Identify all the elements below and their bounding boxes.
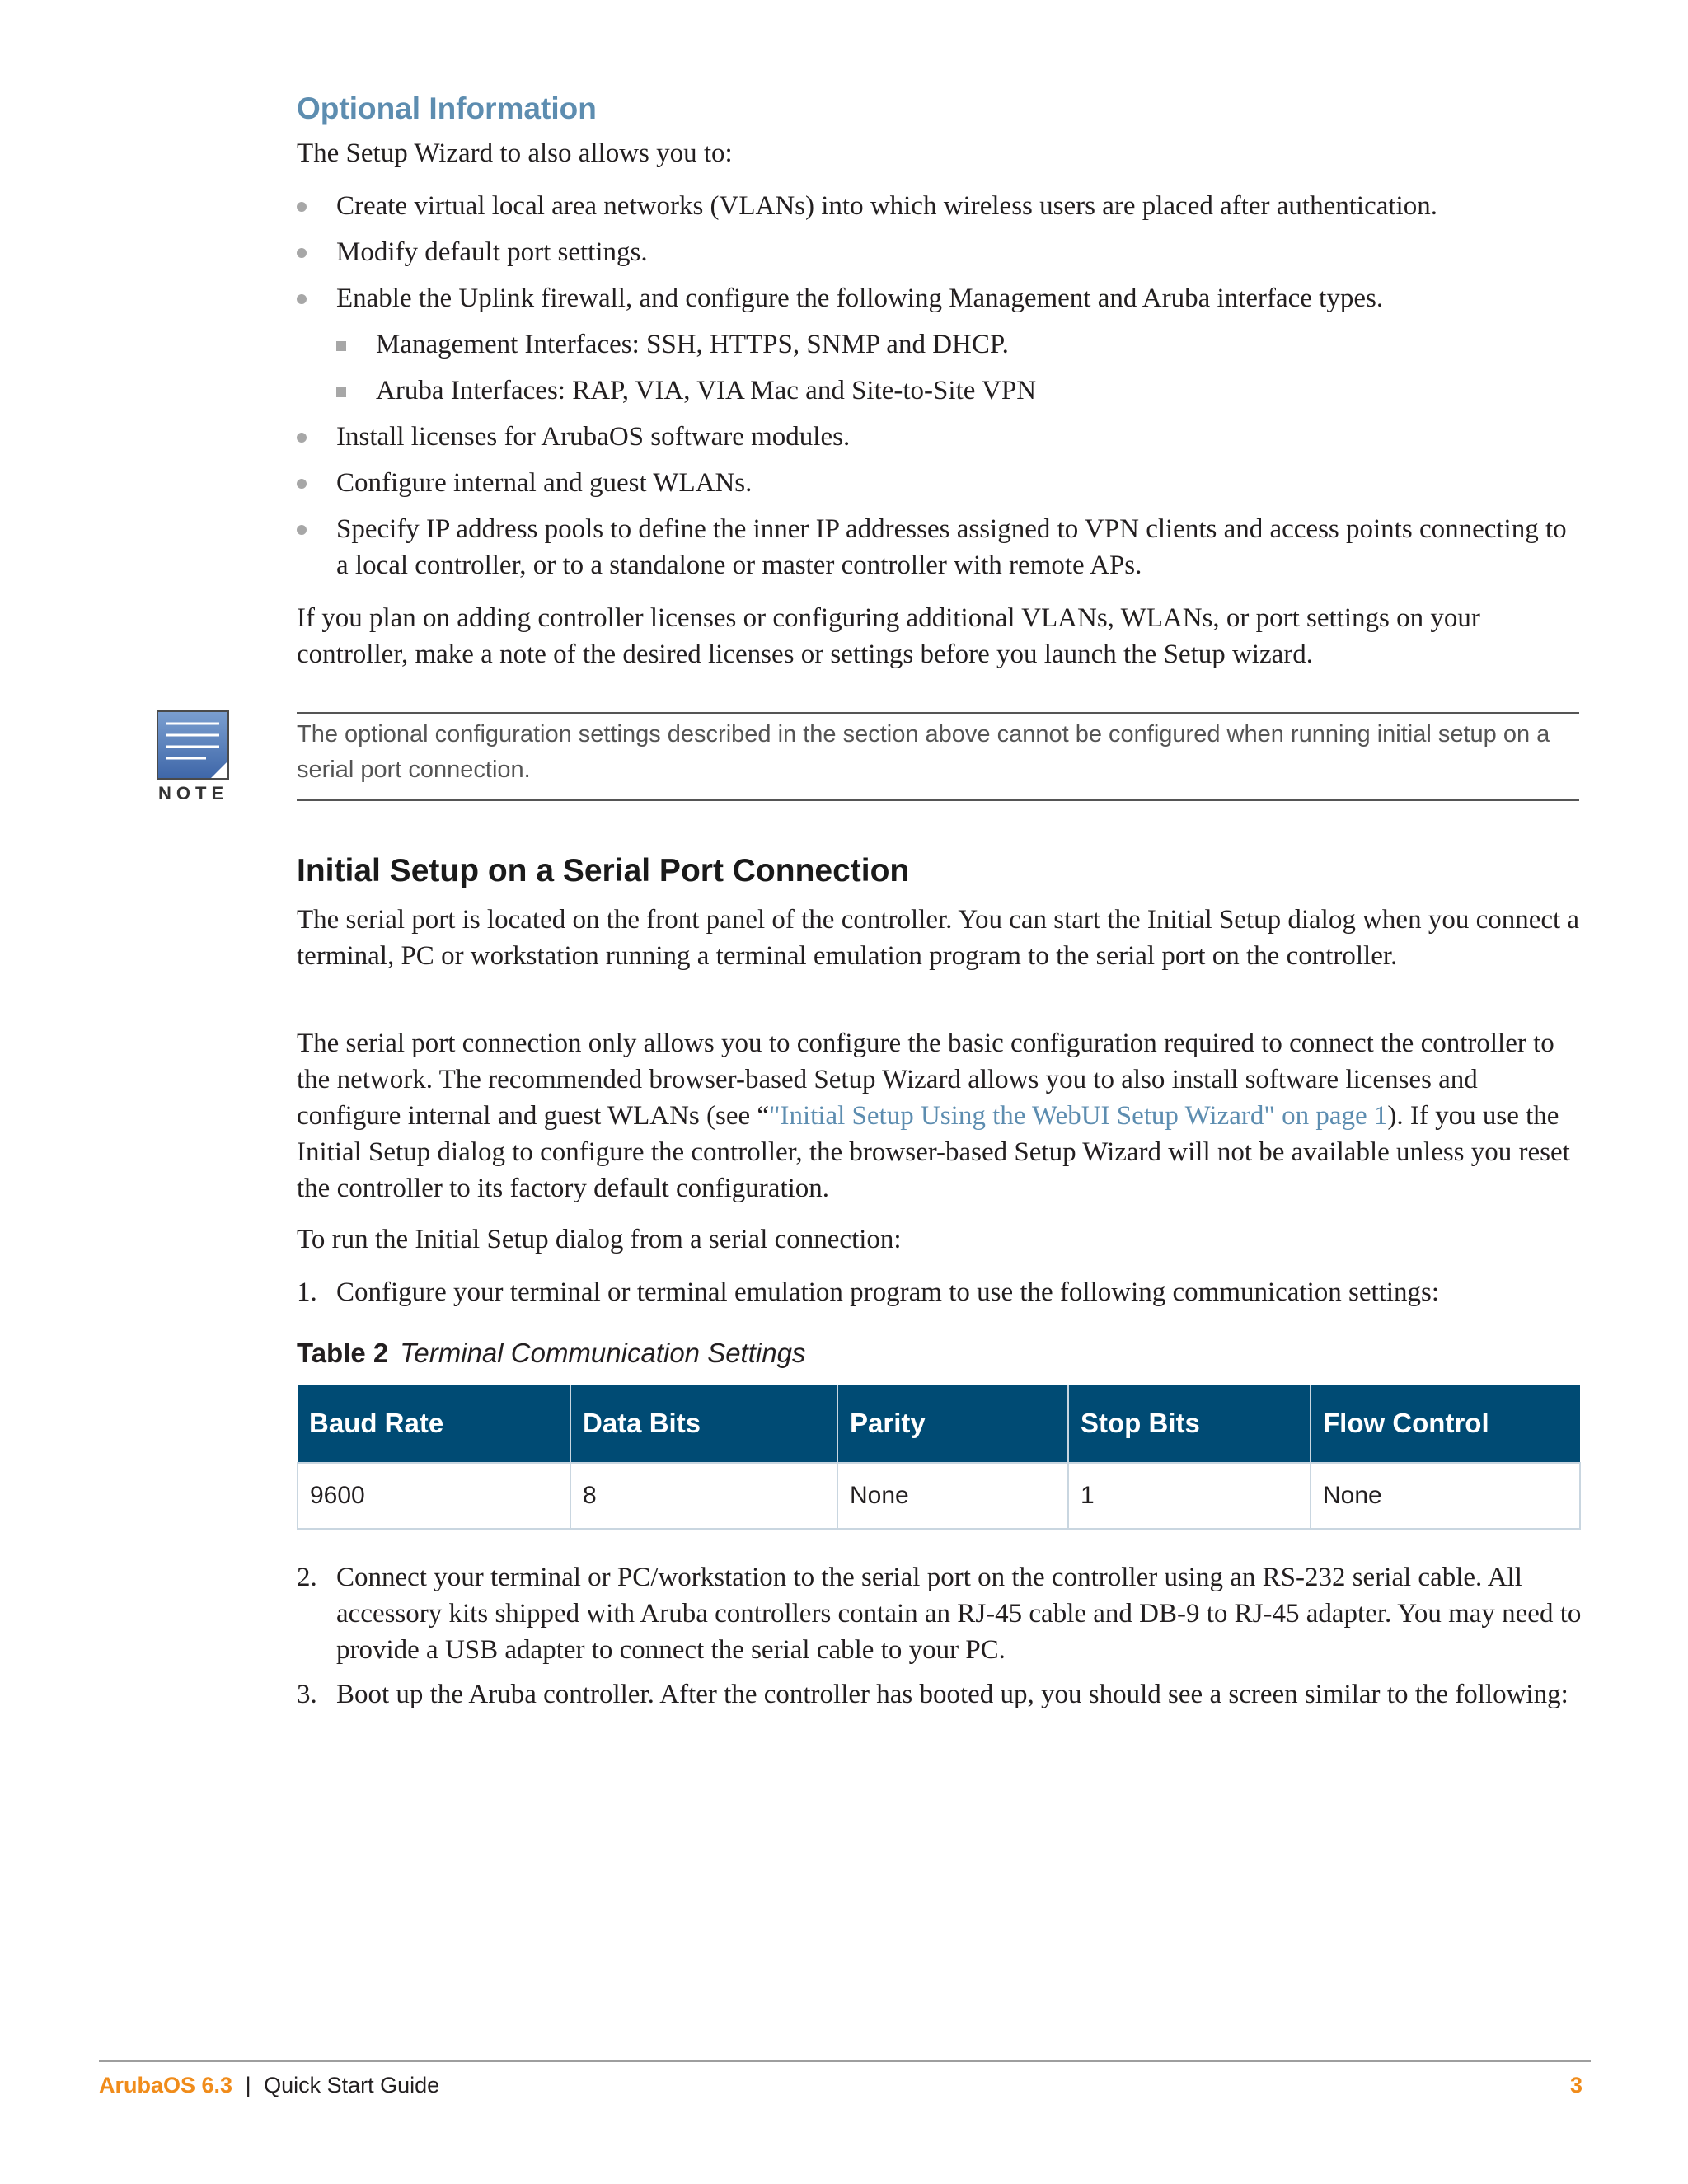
serial-paragraph-1: The serial port is located on the front panel of the controller. You can start the Initial Setup dialog when you connect a terminal, PC or workstation running a terminal emulation program to the serial port on the controller. — [297, 905, 1580, 971]
bullet-dot-icon — [297, 433, 307, 443]
bullet-dot-icon — [297, 525, 307, 535]
step-text: Configure your terminal or terminal emulation program to use the following communication settings: — [336, 1277, 1440, 1307]
paragraph-text: The serial port connection only allows you to configure the basic configuration required to connect the controller to the network. The recommended browser-based Setup Wizard allows you to also install software licenses and configure internal and guest WLANs (see “ — [297, 1029, 1554, 1131]
step-text: Connect your terminal or PC/workstation to the serial port on the controller using an RS-232 serial cable. All accessory kits shipped with Aruba controllers contain an RJ-45 cable and DB-9 to RJ-45 adapter. You may need to provide a USB adapter to connect the serial cable to your PC. — [336, 1563, 1582, 1665]
note-label: NOTE — [158, 783, 229, 804]
cell-flow-control: None — [1311, 1463, 1580, 1529]
bullet-text: Install licenses for ArubaOS software modules. — [336, 422, 851, 452]
serial-paragraph-2 — [297, 1025, 1582, 1207]
bullet-dot-icon — [297, 479, 307, 489]
serial-setup-heading: Initial Setup on a Serial Port Connection — [297, 853, 910, 888]
footer-rule — [99, 2060, 1591, 2062]
column-header-stop-bits: Stop Bits — [1068, 1385, 1311, 1463]
serial-paragraph-3: To run the Initial Setup dialog from a serial connection: — [297, 1225, 902, 1254]
footer-guide-name: Quick Start Guide — [264, 2073, 440, 2097]
optional-intro: The Setup Wizard to also allows you to: — [297, 138, 733, 168]
footer-title — [99, 2070, 439, 2100]
bullet-text: Modify default port settings. — [336, 237, 648, 267]
table-caption — [297, 1335, 805, 1372]
bullet-item — [297, 511, 1582, 583]
column-header-data-bits: Data Bits — [570, 1385, 837, 1463]
bullet-text: Configure internal and guest WLANs. — [336, 468, 753, 498]
square-bullet-icon — [336, 341, 346, 351]
cell-baud-rate: 9600 — [298, 1463, 570, 1529]
cell-parity: None — [837, 1463, 1068, 1529]
optional-information-heading: Optional Information — [297, 91, 597, 125]
cell-data-bits: 8 — [570, 1463, 837, 1529]
bullet-text: Create virtual local area networks (VLANs) into which wireless users are placed after authentication. — [336, 191, 1437, 221]
note-bottom-rule — [297, 799, 1579, 801]
step-item — [297, 1274, 1582, 1310]
step-text: Boot up the Aruba controller. After the controller has booted up, you should see a screen similar to the following: — [336, 1680, 1568, 1709]
bullet-item — [297, 419, 1582, 455]
step-number: 1. — [297, 1277, 317, 1307]
footer-separator: | — [245, 2073, 251, 2097]
bullet-dot-icon — [297, 248, 307, 258]
column-header-parity: Parity — [837, 1385, 1068, 1463]
sub-bullet-text: Management Interfaces: SSH, HTTPS, SNMP and DHCP. — [376, 330, 1009, 359]
column-header-flow-control: Flow Control — [1311, 1385, 1580, 1463]
note-top-rule — [297, 712, 1579, 714]
table-header-row — [298, 1385, 1580, 1463]
webui-setup-link[interactable]: "Initial Setup Using the WebUI Setup Wizard" on page 1 — [769, 1101, 1388, 1131]
bullet-item — [297, 234, 1582, 270]
bullet-dot-icon — [297, 202, 307, 212]
table-caption-title: Terminal Communication Settings — [400, 1338, 806, 1368]
optional-closing-paragraph: If you plan on adding controller licenses or configuring additional VLANs, WLANs, or port settings on your controller, make a note of the desired licenses or settings before you launch the Setup wizard. — [297, 603, 1480, 669]
sub-bullet-item — [336, 373, 1582, 409]
step-item — [297, 1559, 1582, 1668]
paragraph-text: ). If you use the Initial Setup dialog to configure the controller, the browser-based Setup Wizard will not be available unless you reset the controller to its factory default configuration. — [297, 1101, 1570, 1203]
page-number: 3 — [1569, 2073, 1582, 2097]
sub-bullet-item — [336, 326, 1582, 363]
note-icon — [157, 710, 229, 780]
bullet-text: Specify IP address pools to define the inner IP addresses assigned to VPN clients and access points connecting to a local controller, or to a standalone or master controller with remote APs. — [336, 514, 1567, 580]
note-text: The optional configuration settings described in the section above cannot be configured when running initial setup on a serial port connection. — [297, 721, 1550, 783]
bullet-item — [297, 465, 1582, 501]
step-item — [297, 1676, 1582, 1713]
terminal-settings-table — [297, 1385, 1581, 1530]
bullet-item — [297, 280, 1582, 316]
bullet-text: Enable the Uplink firewall, and configure the following Management and Aruba interface types. — [336, 284, 1384, 313]
sub-bullet-text: Aruba Interfaces: RAP, VIA, VIA Mac and Site-to-Site VPN — [376, 376, 1037, 405]
step-number: 2. — [297, 1563, 317, 1592]
bullet-item — [297, 188, 1582, 224]
table-row — [298, 1463, 1580, 1529]
column-header-baud-rate: Baud Rate — [298, 1385, 570, 1463]
bullet-dot-icon — [297, 294, 307, 304]
table-caption-label: Table 2 — [297, 1338, 389, 1368]
step-number: 3. — [297, 1680, 317, 1709]
square-bullet-icon — [336, 387, 346, 397]
cell-stop-bits: 1 — [1068, 1463, 1311, 1529]
footer-brand: ArubaOS 6.3 — [99, 2073, 233, 2097]
